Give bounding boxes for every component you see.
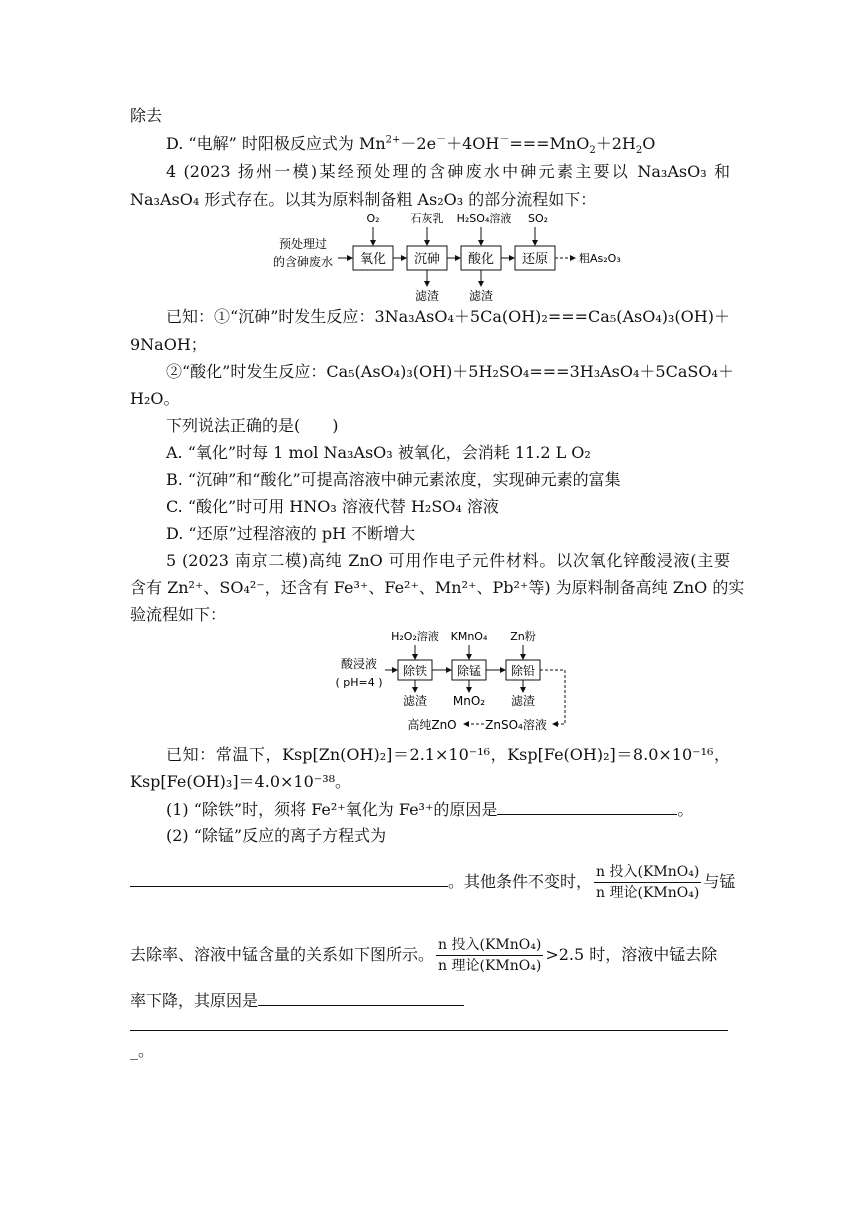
q4-input-label-1: 预处理过 — [278, 237, 328, 251]
q4-known2-line1: ②“酸化”时发生反应：Ca₅(AsO₄)₃(OH)＋5H₂SO₄===3H₃AsO₄＋5CaSO₄＋ — [166, 362, 734, 381]
q5-sub2-line2: 。其他条件不变时， $\frac{\text{n 投入(KMnO₄)}}{\text{n 理论(KMnO₄)}}$ 与锰 — [130, 862, 735, 903]
q4-known1-line2: 9NaOH； — [130, 335, 207, 354]
q5-sub2: (2) “除锰”反应的离子方程式为 — [166, 826, 387, 845]
q5-end: _。 — [130, 1041, 155, 1060]
q4-reagent-h2so4: H₂SO₄溶液 — [456, 212, 512, 225]
q5-known-line2: Ksp[Fe(OH)₃]＝4.0×10⁻³⁸。 — [130, 772, 352, 791]
q5-stem-line3: 验流程如下： — [130, 605, 227, 624]
q4-output-label: 粗As₂O₃ — [579, 252, 621, 265]
q4-residue-2: 滤渣 — [468, 289, 494, 303]
answer-blank-2[interactable] — [130, 870, 448, 887]
q5-product-label: 高纯ZnO — [407, 718, 457, 732]
q4-input-label-2: 的含砷废水 — [272, 255, 334, 269]
q5-input-label-1: 酸浸液 — [340, 657, 378, 671]
q4-option-c: C. “酸化”时可用 HNO₃ 溶液代替 H₂SO₄ 溶液 — [166, 497, 499, 516]
q4-known2-line2: H₂O。 — [130, 389, 180, 408]
q4-option-d: D. “还原”过程溶液的 pH 不断增大 — [166, 524, 416, 543]
answer-blank-3[interactable] — [258, 989, 464, 1006]
ratio-fraction: $\frac{\text{n 投入(KMnO₄)}}{\text{n 理论(KMnO₄)}}$ — [596, 864, 700, 901]
q5-input-label-2: ( pH=4 ) — [335, 676, 383, 689]
q5-flow-diagram — [0, 624, 860, 740]
q5-reagent-zn: Zn粉 — [510, 630, 536, 643]
ratio-fraction: $\frac{\text{n 投入(KMnO₄)}}{\text{n 理论(KMnO₄)}}$ — [438, 937, 542, 974]
q4-stem-line1: 4 (2023 扬州一模)某经预处理的含砷废水中砷元素主要以 Na₃AsO₃ 和 — [166, 162, 730, 181]
q5-solution-label: ZnSO₄溶液 — [485, 718, 547, 732]
q4-reagent-o2: O₂ — [366, 212, 380, 225]
q5-reason-line: 率下降，其原因是 — [130, 989, 464, 1012]
q4-known1-line1: 已知：①“沉砷”时发生反应：3Na₃AsO₄＋5Ca(OH)₂===Ca₅(AsO₄)₃(OH)＋ — [166, 307, 730, 326]
q5-stem-line1: 5 (2023 南京二模)高纯 ZnO 可用作电子元件材料。以次氧化锌酸浸液(主要 — [166, 551, 730, 570]
q4-step-precipitate: 沉砷 — [413, 252, 441, 267]
option-d-prev: D. “电解” 时阳极反应式为 $Mn^{2+}-2e^-+4OH^-===MnO_2+2H_2O$ — [166, 134, 656, 157]
q5-reagent-kmno4: KMnO₄ — [450, 630, 488, 643]
q4-flow-diagram — [0, 206, 860, 306]
q5-known-line1: 已知：常温下，Ksp[Zn(OH)₂]＝2.1×10⁻¹⁶，Ksp[Fe(OH)₂]＝8.0×10⁻¹⁶， — [166, 745, 730, 764]
q4-step-reduce: 还原 — [521, 252, 549, 267]
q5-output-residue-1: 滤渣 — [402, 694, 428, 708]
q4-question: 下列说法正确的是( ) — [166, 416, 339, 435]
q4-reagent-lime: 石灰乳 — [410, 212, 444, 225]
q5-sub1: (1) “除铁”时，须将 Fe²⁺氧化为 Fe³⁺的原因是 。 — [166, 800, 694, 819]
q4-stem-line2: Na₃AsO₄ 形式存在。以其为原料制备粗 As₂O₃ 的部分流程如下： — [130, 190, 597, 209]
q5-step-mn: 除锰 — [456, 664, 482, 678]
q4-step-acidify: 酸化 — [467, 252, 495, 267]
q5-reagent-h2o2: H₂O₂溶液 — [391, 630, 439, 643]
q4-step-oxidize: 氧化 — [359, 252, 387, 267]
q5-output-residue-2: 滤渣 — [510, 694, 536, 708]
answer-blank-4[interactable] — [130, 1030, 728, 1031]
q4-option-b: B. “沉砷”和“酸化”可提高溶液中砷元素浓度，实现砷元素的富集 — [166, 470, 621, 489]
q5-step-fe: 除铁 — [402, 664, 428, 678]
q5-output-mno2: MnO₂ — [452, 694, 486, 708]
text-line: 除去 — [130, 106, 163, 125]
q5-stem-line2: 含有 Zn²⁺、SO₄²⁻，还含有 Fe³⁺、Fe²⁺、Mn²⁺、Pb²⁺等) 为原料制备高纯 ZnO 的实 — [130, 578, 745, 597]
q5-step-pb: 除铅 — [510, 664, 536, 678]
q4-reagent-so2: SO₂ — [527, 212, 549, 225]
q4-option-a: A. “氧化”时每 1 mol Na₃AsO₃ 被氧化，会消耗 11.2 L O₂ — [166, 443, 591, 462]
q4-residue-1: 滤渣 — [414, 289, 440, 303]
q5-removal-line: 去除率、溶液中锰含量的关系如下图所示。 $\frac{\text{n 投入(KMnO₄)}}{\text{n 理论(KMnO₄)}}$ >2.5 时，溶液中锰去除 — [130, 937, 718, 974]
answer-blank-1[interactable] — [497, 798, 677, 815]
